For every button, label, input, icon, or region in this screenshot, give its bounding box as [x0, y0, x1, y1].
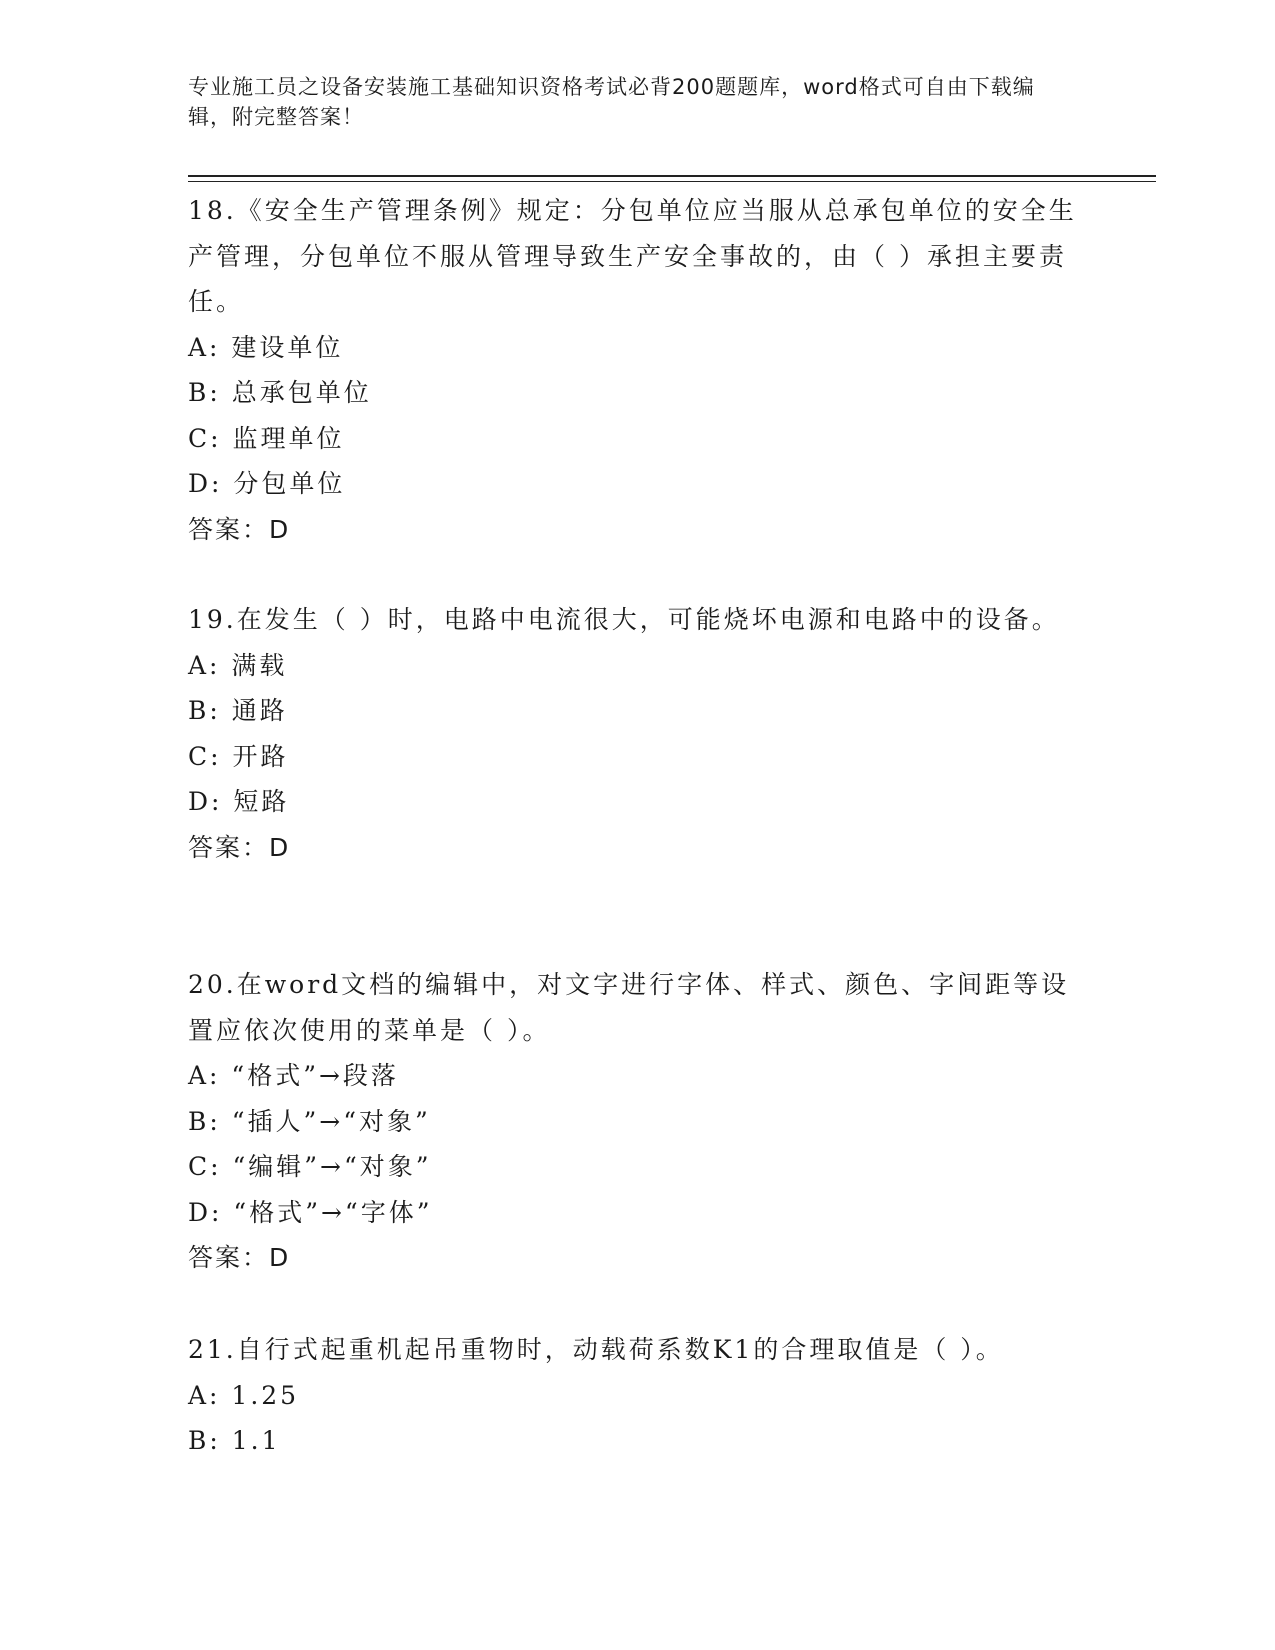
question-stem: 19.在发生（ ）时，电路中电流很大，可能烧坏电源和电路中的设备。	[188, 605, 1060, 634]
option-c: C: “编辑”→“对象”	[188, 1152, 432, 1181]
header-divider-thin	[188, 181, 1156, 182]
answer: 答案：D	[188, 832, 291, 862]
option-d: D: 分包单位	[188, 469, 346, 498]
question-20	[188, 962, 1078, 1281]
question-18	[188, 188, 1078, 552]
option-d: D: “格式”→“字体”	[188, 1197, 433, 1227]
option-a: A: “格式”→段落	[188, 1061, 399, 1090]
question-19	[188, 597, 1078, 870]
question-stem: 21.自行式起重机起吊重物时，动载荷系数K1的合理取值是（ ）。	[188, 1335, 1004, 1364]
option-c: C: 监理单位	[188, 423, 345, 453]
option-d: D: 短路	[188, 787, 290, 816]
option-b: B: 总承包单位	[188, 378, 372, 407]
option-a: A: 1.25	[188, 1380, 300, 1410]
option-a: A: 建设单位	[188, 332, 344, 362]
answer: 答案：D	[188, 514, 291, 544]
option-b: B: “插人”→“对象”	[188, 1106, 431, 1136]
answer: 答案：D	[188, 1243, 291, 1272]
question-21	[188, 1327, 1078, 1464]
question-stem: 20.在word文档的编辑中，对文字进行字体、样式、颜色、字间距等设置应依次使用的菜单是（ ）。	[188, 970, 1070, 1045]
option-c: C: 开路	[188, 741, 289, 771]
header-title: 专业施工员之设备安装施工基础知识资格考试必背200题题库，word格式可自由下载编辑，附完整答案！	[188, 75, 1035, 129]
option-a: A: 满载	[188, 650, 288, 680]
question-stem: 18.《安全生产管理条例》规定：分包单位应当服从总承包单位的安全生产管理，分包单位不服从管理导致生产安全事故的，由（ ）承担主要责任。	[188, 196, 1077, 316]
option-b: B: 1.1	[188, 1426, 281, 1455]
option-b: B: 通路	[188, 696, 288, 725]
header-divider-thick	[188, 175, 1156, 177]
document-header	[188, 72, 1068, 132]
